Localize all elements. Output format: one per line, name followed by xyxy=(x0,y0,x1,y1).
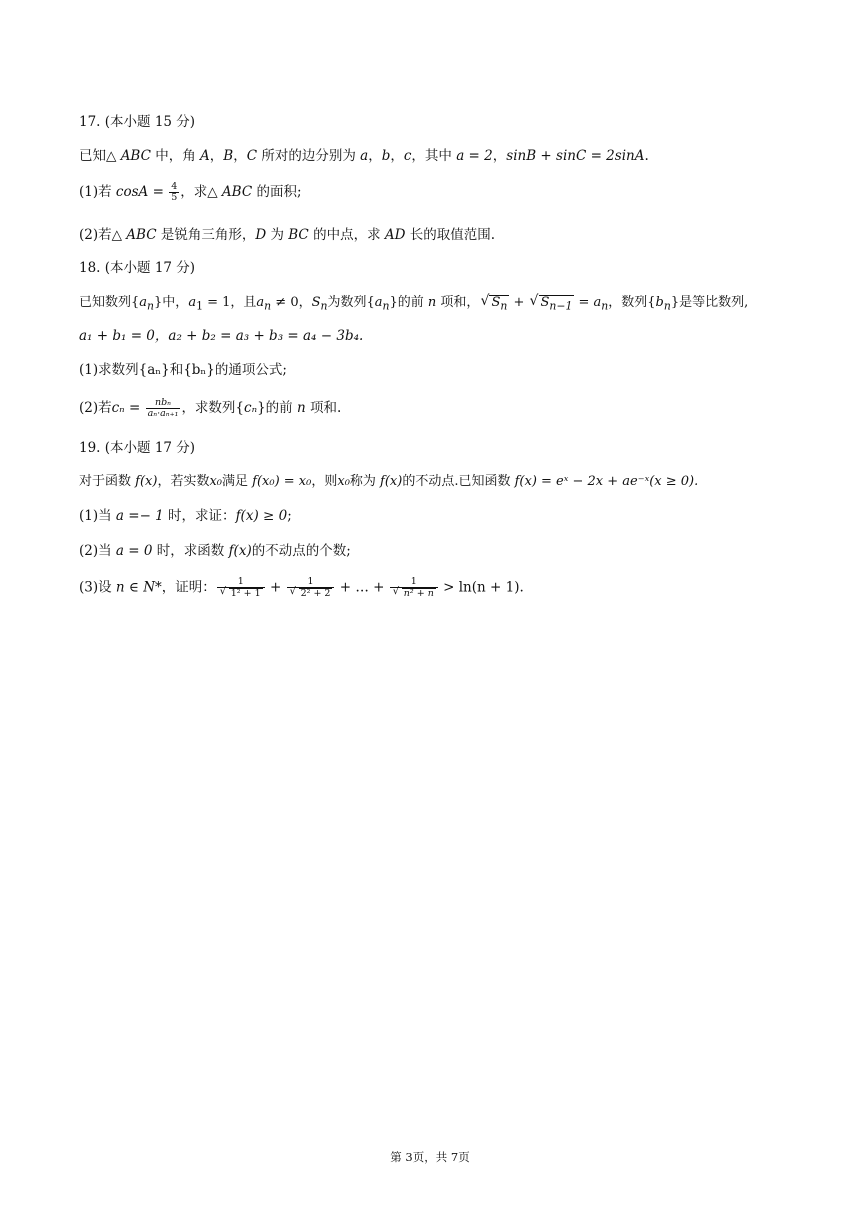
q17-stem: 已知△ ABC 中，角 A，B，C 所对的边分别为 a，b，c，其中 a = 2，sinB + sinC = 2sinA. xyxy=(79,148,649,164)
fraction-term-n: 1 √ n² + n xyxy=(390,577,438,599)
fraction: $\frac{\text{nbₙ}}{\text{aₙ·aₙ₊₁}}$ xyxy=(147,397,179,419)
q18-stem-line2: a₁ + b₁ = 0，a₂ + b₂ = a₃ + b₃ = a₄ − 3b₄. xyxy=(79,328,364,344)
page-footer: 第 3页，共 7页 xyxy=(390,1150,470,1164)
q19-heading: 19. (本小题 17 分) xyxy=(79,440,196,456)
q17-part1: (1)若 cosA = $\frac{4}{5}$ ，求△ ABC 的面积; xyxy=(79,181,302,203)
sqrt-sn: √ $S_n$ xyxy=(480,293,509,314)
q18-heading: 18. (本小题 17 分) xyxy=(79,260,196,276)
fraction: $\frac{4}{5}$ xyxy=(171,181,178,203)
q19-part2: (2)当 a = 0 时，求函数 f(x)的不动点的个数; xyxy=(79,543,351,559)
q19-stem: 对于函数 f(x)，若实数x₀满足 f(x₀) = x₀，则x₀称为 f(x)的不动点.已知函数 f(x) = eˣ − 2x + ae⁻ˣ(x ≥ 0). xyxy=(79,474,699,489)
q19-part1: (1)当 a =− 1 时，求证：f(x) ≥ 0; xyxy=(79,508,292,524)
q19-part3: (3)设 n ∈ N*，证明： 1 √ 1² + 1 + 1 √ 2² + 2 + … + 1 √ n² + n > ln(n + 1). xyxy=(79,577,524,599)
sqrt-sn-1: √ $S_{n-1}$ xyxy=(530,293,575,314)
q17-heading: 17. (本小题 15 分) xyxy=(79,114,196,130)
q18-stem-line1: 已知数列$\{a_n\}$中，$a_1 = 1$，且$a_n \ne 0$，$S_n$为数列$\{a_n\}$的前 n 项和，√ $S_n$ + √ $S_{n-1} = a_n$，数列$\{b_n\}$是等比数列, xyxy=(79,293,748,317)
fraction-term-1: 1 √ 1² + 1 xyxy=(217,577,265,599)
q18-part2: (2)若cₙ = $\frac{\text{nbₙ}}{\text{aₙ·aₙ₊₁}}$ ，求数列{cₙ}的前 n 项和. xyxy=(79,397,342,419)
q17-part2: (2)若△ ABC 是锐角三角形，D 为 BC 的中点，求 AD 长的取值范围. xyxy=(79,227,496,243)
q18-part1: (1)求数列{aₙ}和{bₙ}的通项公式; xyxy=(79,362,287,378)
fraction-term-2: 1 √ 2² + 2 xyxy=(287,577,335,599)
